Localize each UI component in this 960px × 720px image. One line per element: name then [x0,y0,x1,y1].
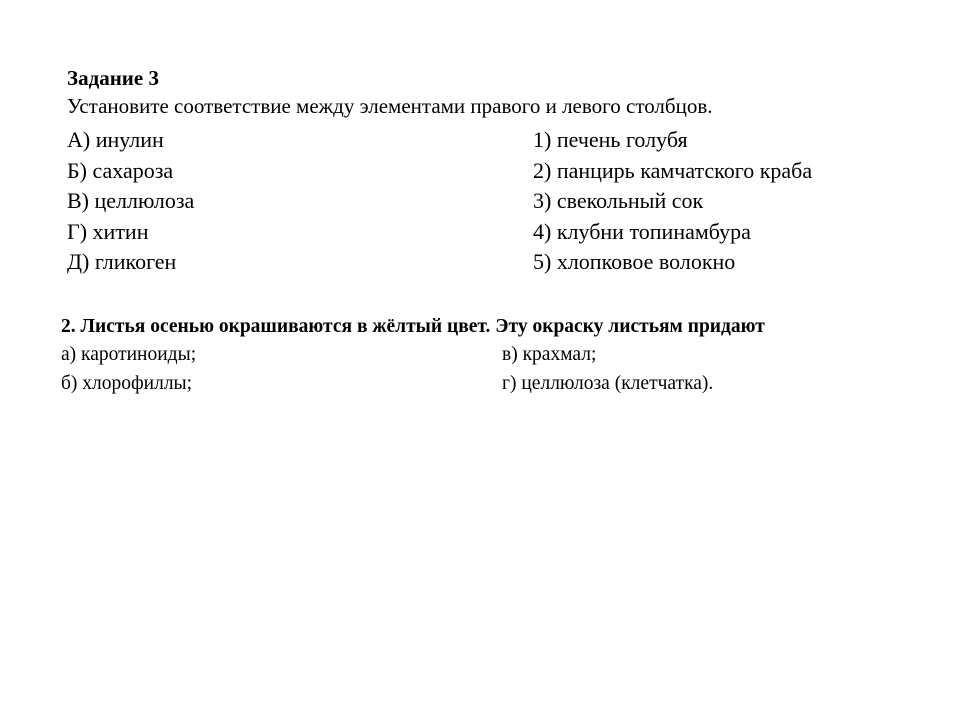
option-b: б) хлорофиллы; [61,373,193,394]
task3-section [67,65,867,278]
task3-instruction: Установите соответствие между элементами правого и левого столбцов. [67,94,713,118]
left-item-b: Б) сахароза [67,157,174,183]
matching-row [67,156,867,187]
question2-section [61,313,882,398]
right-item-3: 3) свекольный сок [533,188,704,213]
matching-row [67,125,867,156]
matching-table [67,125,867,278]
options-row [61,340,882,369]
option-v: в) крахмал; [502,344,597,365]
options-row [61,369,882,398]
question2-prompt [61,313,882,340]
right-item-4: 4) клубни топинамбура [533,218,751,244]
question2-text: Листья осенью окрашиваются в жёлтый цвет. Эту окраску листьям придают [80,316,765,337]
task3-title: Задание 3 [67,66,159,90]
left-item-g: Г) хитин [67,218,149,244]
left-item-v: В) целлюлоза [67,188,195,213]
question2-number: 2. [61,316,76,337]
matching-row [67,247,867,278]
right-item-1: 1) печень голубя [533,127,688,152]
left-item-a: А) инулин [67,127,164,152]
left-item-d: Д) гликоген [67,249,177,274]
right-item-2: 2) панцирь камчатского краба [533,157,813,183]
option-g: г) целлюлоза (клетчатка). [502,373,714,394]
right-item-5: 5) хлопковое волокно [533,249,736,274]
option-a: а) каротиноиды; [61,344,197,365]
matching-row [67,186,867,217]
matching-row [67,217,867,248]
